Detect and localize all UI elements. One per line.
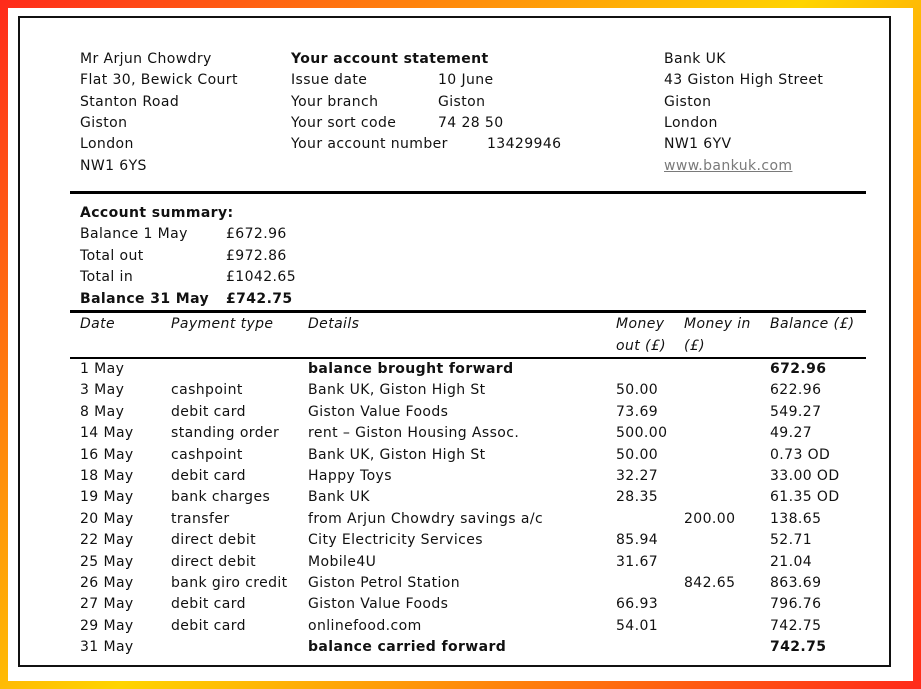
header-money-out: out (£)	[616, 338, 667, 354]
summary-label: Total in	[80, 269, 134, 285]
bank-website-link[interactable]: www.bankuk.com	[664, 158, 793, 174]
cell-date: 22 May	[80, 532, 134, 549]
statement-field-label: Issue date	[291, 72, 368, 88]
customer-address-line: London	[80, 136, 134, 152]
cell-details: Happy Toys	[308, 468, 392, 484]
cell-payment-type: bank charges	[171, 489, 271, 506]
table-row	[20, 530, 889, 551]
cell-details: Mobile4U	[308, 553, 377, 570]
cell-date: 18 May	[80, 468, 134, 484]
customer-name: Mr Arjun Chowdry	[80, 51, 212, 67]
table-row	[20, 445, 889, 466]
cell-money-in: 200.00	[684, 510, 736, 527]
cell-balance: 622.96	[770, 382, 822, 399]
cell-date: 1 May	[80, 361, 125, 377]
bank-address-line: Giston	[664, 94, 712, 110]
table-row	[20, 402, 889, 423]
summary-value: £972.86	[226, 248, 287, 264]
cell-balance: 21.04	[770, 553, 813, 570]
cell-date: 31 May	[80, 639, 134, 656]
header-balance: Balance (£)	[770, 316, 855, 332]
cell-payment-type: direct debit	[171, 553, 257, 570]
cell-details: Bank UK, Giston High St	[308, 382, 486, 399]
section-divider	[70, 191, 866, 194]
cell-date: 19 May	[80, 489, 134, 506]
cell-money-out: 50.00	[616, 446, 659, 463]
cell-details: from Arjun Chowdry savings a/c	[308, 510, 544, 527]
cell-balance: 138.65	[770, 510, 822, 527]
cell-details: Bank UK	[308, 489, 370, 506]
table-row	[20, 594, 889, 615]
statement-field-value: Giston	[438, 94, 486, 110]
cell-money-out: 50.00	[616, 382, 659, 399]
statement-title: Your account statement	[291, 51, 489, 67]
statement-field-label: Your sort code	[291, 115, 397, 131]
cell-payment-type: bank giro credit	[171, 575, 288, 591]
customer-address-line: Giston	[80, 115, 128, 131]
section-divider	[70, 310, 866, 313]
summary-value: £742.75	[226, 291, 293, 307]
cell-date: 29 May	[80, 617, 134, 634]
summary-label: Balance 31 May	[80, 291, 210, 307]
cell-details: Giston Value Foods	[308, 403, 449, 420]
cell-payment-type: transfer	[171, 510, 230, 527]
cell-money-out: 73.69	[616, 403, 659, 420]
cell-money-out: 31.67	[616, 553, 659, 570]
cell-details: balance carried forward	[308, 639, 507, 656]
cell-money-out: 500.00	[616, 425, 668, 442]
cell-balance: 0.73 OD	[770, 446, 831, 463]
cell-date: 14 May	[80, 425, 134, 442]
cell-payment-type: direct debit	[171, 532, 257, 549]
customer-address-line: Flat 30, Bewick Court	[80, 72, 238, 88]
table-row	[20, 359, 889, 380]
summary-label: Total out	[80, 248, 144, 264]
statement-field-label: Your branch	[291, 94, 379, 110]
header-payment-type: Payment type	[171, 316, 274, 332]
header-details: Details	[308, 316, 360, 332]
cell-payment-type: cashpoint	[171, 382, 243, 399]
customer-address-line: NW1 6YS	[80, 158, 147, 174]
table-row	[20, 466, 889, 487]
header-money-in: (£)	[684, 338, 706, 354]
table-row	[20, 573, 889, 594]
header-money-out: Money	[616, 316, 665, 332]
cell-details: rent – Giston Housing Assoc.	[308, 425, 520, 442]
cell-details: onlinefood.com	[308, 617, 422, 634]
cell-date: 20 May	[80, 510, 134, 527]
summary-value: £672.96	[226, 226, 287, 242]
cell-payment-type: debit card	[171, 403, 246, 420]
statement-field-value: 13429946	[487, 136, 562, 152]
transaction-list	[20, 359, 889, 659]
cell-date: 25 May	[80, 553, 134, 570]
statement-field-label: Your account number	[291, 136, 448, 152]
bank-address-line: 43 Giston High Street	[664, 72, 824, 88]
cell-date: 27 May	[80, 596, 134, 613]
cell-details: Giston Value Foods	[308, 596, 449, 613]
table-row	[20, 616, 889, 637]
page	[8, 8, 913, 681]
cell-details: balance brought forward	[308, 361, 514, 377]
table-row	[20, 552, 889, 573]
summary-value: £1042.65	[226, 269, 297, 285]
header-money-in: Money in	[684, 316, 751, 332]
cell-money-out: 32.27	[616, 468, 659, 484]
cell-payment-type: standing order	[171, 425, 280, 442]
cell-details: Giston Petrol Station	[308, 575, 460, 591]
customer-address-line: Stanton Road	[80, 94, 180, 110]
summary-title: Account summary:	[80, 205, 234, 221]
table-row	[20, 509, 889, 530]
cell-details: City Electricity Services	[308, 532, 483, 549]
cell-payment-type: debit card	[171, 468, 246, 484]
cell-date: 3 May	[80, 382, 125, 399]
cell-date: 16 May	[80, 446, 134, 463]
cell-payment-type: debit card	[171, 617, 246, 634]
cell-balance: 61.35 OD	[770, 489, 840, 506]
bank-address-line: London	[664, 115, 718, 131]
cell-details: Bank UK, Giston High St	[308, 446, 486, 463]
statement-sheet	[18, 16, 891, 667]
cell-balance: 549.27	[770, 403, 822, 420]
cell-money-in: 842.65	[684, 575, 736, 591]
cell-date: 8 May	[80, 403, 125, 420]
cell-balance: 52.71	[770, 532, 813, 549]
statement-field-value: 10 June	[438, 72, 494, 88]
table-row	[20, 487, 889, 508]
cell-balance: 742.75	[770, 617, 822, 634]
cell-money-out: 28.35	[616, 489, 659, 506]
statement-field-value: 74 28 50	[438, 115, 504, 131]
cell-balance: 33.00 OD	[770, 468, 840, 484]
cell-balance: 742.75	[770, 639, 827, 656]
cell-money-out: 85.94	[616, 532, 659, 549]
cell-payment-type: debit card	[171, 596, 246, 613]
summary-label: Balance 1 May	[80, 226, 188, 242]
cell-balance: 49.27	[770, 425, 813, 442]
table-row	[20, 423, 889, 444]
table-row	[20, 380, 889, 401]
bank-address-line: NW1 6YV	[664, 136, 732, 152]
cell-balance: 672.96	[770, 361, 827, 377]
cell-balance: 863.69	[770, 575, 822, 591]
cell-money-out: 66.93	[616, 596, 659, 613]
header-date: Date	[80, 316, 116, 332]
table-row	[20, 637, 889, 658]
bank-name: Bank UK	[664, 51, 726, 67]
cell-money-out: 54.01	[616, 617, 659, 634]
cell-balance: 796.76	[770, 596, 822, 613]
cell-date: 26 May	[80, 575, 134, 591]
cell-payment-type: cashpoint	[171, 446, 243, 463]
